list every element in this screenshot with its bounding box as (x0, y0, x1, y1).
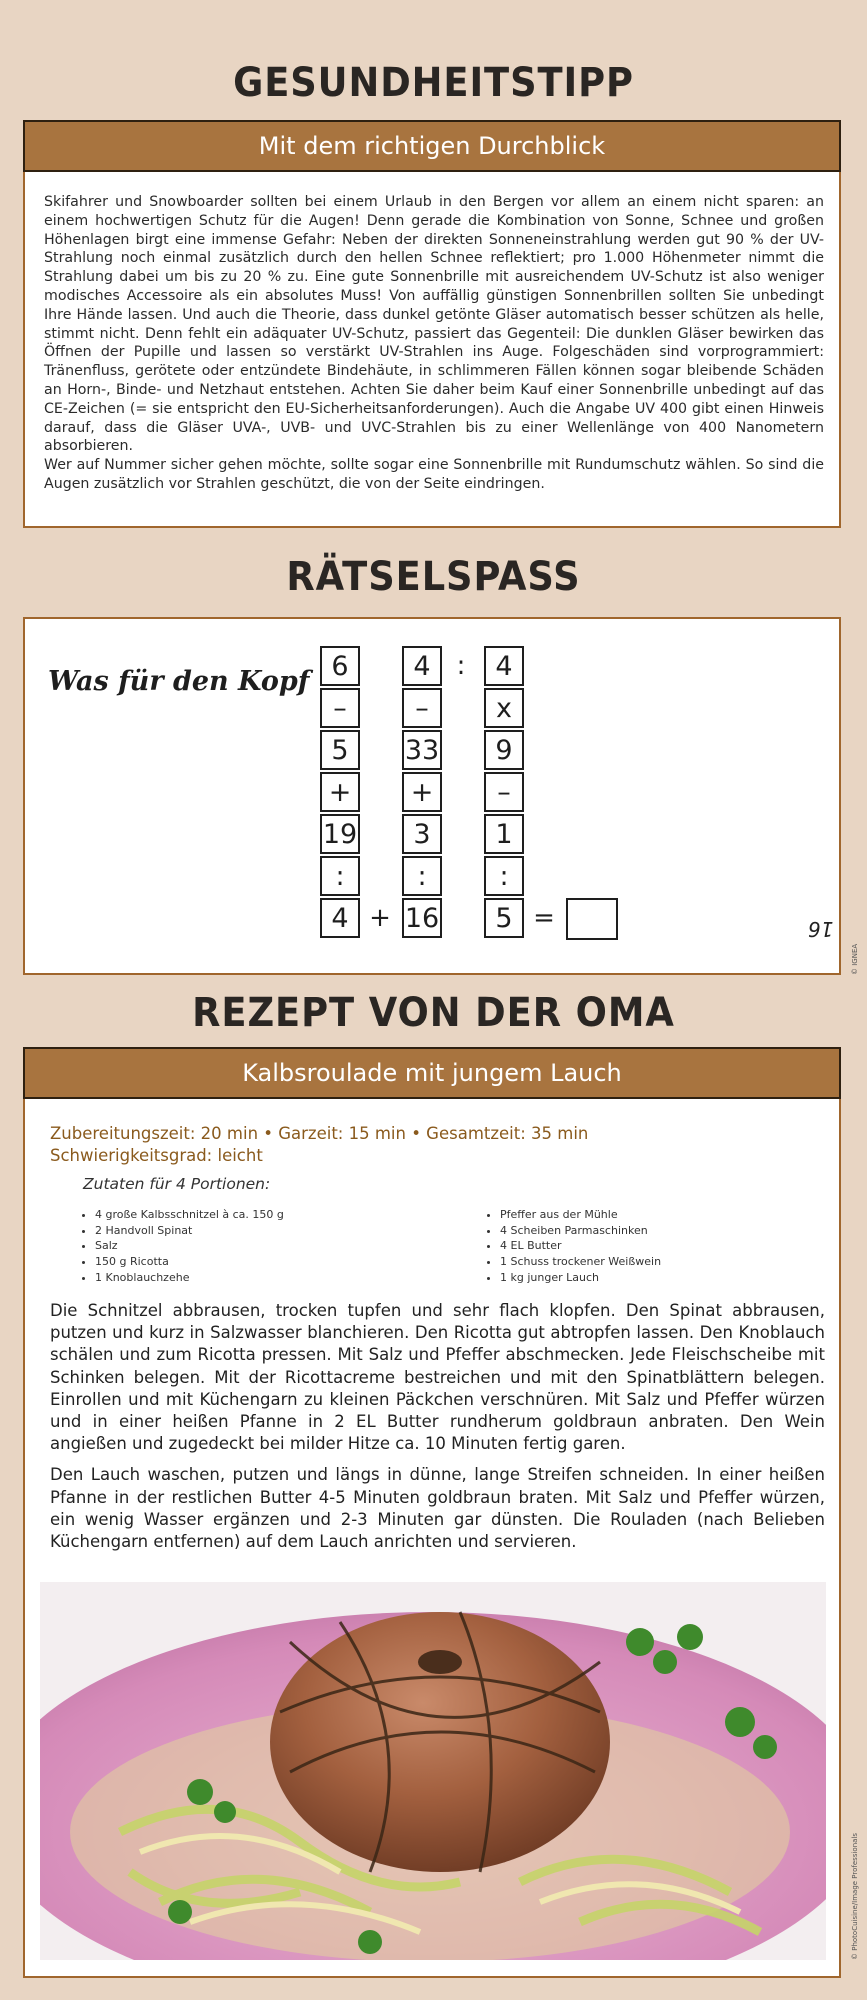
ingredient-item: • Pfeffer aus der Mühle (500, 1207, 661, 1223)
tip-paragraph-1: Skifahrer und Snowboarder sollten bei einem Urlaub in den Bergen vor allem an einem nicht sparen: an einem hochwertigen Schutz für die Augen! Denn gerade die Kombination von Sonne, Schnee und großen Höhenlagen birgt eine immense Gefahr: Neben der direkten Sonneneinstrahlung werden gut 90 % der UV-Strahlung noch einmal zusätzlich durch den hellen Schnee reflektiert; pro 1.000 Höhenmeter nimmt die Strahlung dabei um bis zu 20 % zu. Eine gute Sonnenbrille mit ausreichendem UV-Schutz ist also weniger modisches Accessoire als ein absolutes Muss! Von auffällig günstigen Sonnenbrillen sollten Sie unbedingt Ihre Hände lassen. Und auch die Theorie, dass dunkel getönte Gläser automatisch besser schützen als helle, stimmt nicht. Denn fehlt ein adäquater UV-Schutz, passiert das Gegenteil: Die dunklen Gläser bewirken das Öffnen der Pupille und lassen so verstärkt UV-Strahlen ins Auge. Folgeschäden sind vorprogrammiert: Tränenfluss, gerötete oder entzündete Bindehäute, in schlimmeren Fällen können sogar bleibende Schäden an Horn-, Binde- und Netzhaut entstehen. Achten Sie daher beim Kauf einer Sonnenbrille unbedingt auf das CE-Zeichen (= sie entspricht den EU-Sicherheitsanforderungen). Auch die Angabe UV 400 gibt einen Hinweis darauf, dass die Gläser UVA-, UVB- und UVC-Strahlen bis zu einer Wellenlänge von 400 Nanometern absorbieren. (44, 194, 824, 455)
puzzle-cell: x (484, 688, 524, 728)
tip-title-bar: Mit dem richtigen Durchblick (23, 120, 841, 172)
puzzle-cell: 4 (402, 646, 442, 686)
puzzle-cell: 3 (402, 814, 442, 854)
puzzle-cell: 5 (484, 898, 524, 938)
puzzle-cell: 4 (484, 646, 524, 686)
recipe-portions: Zutaten für 4 Portionen: (83, 1175, 271, 1193)
puzzle-cell: : (484, 856, 524, 896)
veal-roulade-image (40, 1582, 826, 1960)
ingredient-item: • 1 kg junger Lauch (500, 1270, 661, 1286)
ingredient-item: • 4 Scheiben Parmaschinken (500, 1223, 661, 1239)
puzzle-cell: : (320, 856, 360, 896)
puzzle-heading: RÄTSELSPASS (286, 554, 581, 600)
puzzle-cell: – (320, 688, 360, 728)
puzzle-cell: 1 (484, 814, 524, 854)
ingredient-item: • 1 Schuss trockener Weißwein (500, 1254, 661, 1270)
recipe-title-bar: Kalbsroulade mit jungem Lauch (23, 1047, 841, 1099)
tip-paragraph-2: Wer auf Nummer sicher gehen möchte, sollte sogar eine Sonnenbrille mit Rundumschutz wählen. So sind die Augen zusätzlich vor Strahlen geschützt, die von der Seite eindringen. (44, 457, 824, 492)
puzzle-cell: 5 (320, 730, 360, 770)
puzzle-cell: – (484, 772, 524, 812)
puzzle-cell: 6 (320, 646, 360, 686)
puzzle-cell: 4 (320, 898, 360, 938)
puzzle-operator-plus: + (369, 903, 391, 933)
recipe-difficulty: Schwierigkeitsgrad: leicht (50, 1146, 263, 1165)
tip-text (44, 193, 824, 494)
ingredient-item: • 2 Handvoll Spinat (95, 1223, 284, 1239)
recipe-heading: REZEPT VON DER OMA (192, 990, 675, 1036)
puzzle-operator-equals: = (533, 903, 555, 933)
puzzle-cell: + (402, 772, 442, 812)
puzzle-cell: 16 (402, 898, 442, 938)
puzzle-cell: : (402, 856, 442, 896)
recipe-times: Zubereitungszeit: 20 min • Garzeit: 15 min • Gesamtzeit: 35 min (50, 1124, 589, 1143)
puzzle-cell: 33 (402, 730, 442, 770)
recipe-meta (50, 1123, 588, 1167)
puzzle-answer-box[interactable] (566, 898, 618, 940)
ingredients-left (75, 1207, 284, 1286)
ingredient-item: • Salz (95, 1238, 284, 1254)
recipe-step-1: Die Schnitzel abbrausen, trocken tupfen und sehr flach klopfen. Den Spinat abbrausen, putzen und kurz in Salzwasser blanchieren. Den Ricotta gut abtropfen lassen. Den Knoblauch schälen und zum Ricotta pressen. Mit Salz und Pfeffer abschmecken. Jede Fleischscheibe mit Schinken belegen. Mit der Ricottacreme bestreichen und mit den Spinatblättern belegen. Einrollen und mit Küchengarn zu kleinen Päckchen verschnüren. Mit Salz und Pfeffer würzen und in einer heißen Pfanne in 2 EL Butter rundherum goldbraun anbraten. Den Wein angießen und zugedeckt bei milder Hitze ca. 10 Minuten fertig garen. (50, 1301, 825, 1454)
puzzle-cell: 9 (484, 730, 524, 770)
page-number: 16 (808, 917, 834, 941)
puzzle-title: Was für den Kopf (48, 666, 310, 697)
ingredients-right (480, 1207, 661, 1286)
puzzle-cell: – (402, 688, 442, 728)
puzzle-copyright: © IGNEA (851, 943, 859, 975)
recipe-photo (40, 1582, 826, 1960)
puzzle-cell: + (320, 772, 360, 812)
puzzle-operator-colon: : (456, 651, 466, 681)
puzzle-cell: 19 (320, 814, 360, 854)
photo-credit: © PhotoCuisine/Image Professionals (851, 1832, 859, 1960)
recipe-steps (50, 1300, 825, 1562)
ingredient-item: • 150 g Ricotta (95, 1254, 284, 1270)
tip-heading: GESUNDHEITSTIPP (233, 60, 634, 106)
ingredient-item: • 1 Knoblauchzehe (95, 1270, 284, 1286)
ingredient-item: • 4 große Kalbsschnitzel à ca. 150 g (95, 1207, 284, 1223)
recipe-step-2: Den Lauch waschen, putzen und längs in dünne, lange Streifen schneiden. In einer heißen Pfanne in der restlichen Butter 4-5 Minuten goldbraun braten. Mit Salz und Pfeffer würzen, ein wenig Wasser ergänzen und 2-3 Minuten gar dünsten. Die Rouladen (nach Belieben Küchengarn entfernen) auf dem Lauch anrichten und servieren. (50, 1465, 825, 1552)
ingredient-item: • 4 EL Butter (500, 1238, 661, 1254)
